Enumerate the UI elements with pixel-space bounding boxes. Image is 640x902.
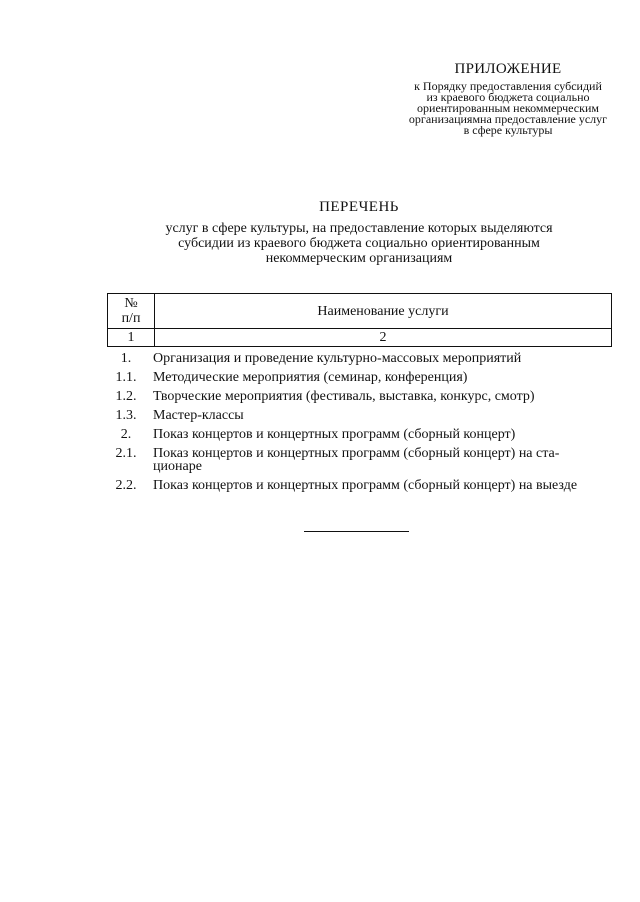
list-title: ПЕРЕЧЕНЬ [319,199,399,215]
service-number: 2.1. [115,446,137,461]
annex-line: из краевого бюджета социально [426,90,590,104]
table-header-row [108,294,612,329]
list-item [106,428,626,441]
list-item [106,352,626,365]
service-name [146,447,626,473]
header-number-symbol: № [124,296,138,311]
service-name: Показ концертов и концертных программ (сборный концерт) [153,427,516,442]
column-number-1: 1 [108,329,155,347]
service-name-line: Показ концертов и концертных программ (сборный концерт) на ста- [153,446,560,461]
service-number: 1.3. [115,408,137,423]
service-name: Мастер-классы [153,408,244,423]
annex-line: к Порядку предоставления субсидий [414,79,602,93]
annex-line: организациямна предоставление услуг [408,112,608,126]
service-number: 1.1. [115,370,137,385]
list-subtitle-line: услуг в сфере культуры, на предоставление которых выделяются [165,221,553,236]
annex-line: в сфере культуры [463,123,553,137]
annex-title: ПРИЛОЖЕНИЕ [454,61,562,77]
header-number-cell [108,294,155,329]
service-name: Творческие мероприятия (фестиваль, выставка, конкурс, смотр) [153,389,535,404]
list-item [106,390,626,403]
list-item [106,371,626,384]
annex-block [380,62,636,136]
end-divider [304,531,409,532]
list-subtitle-line: субсидии из краевого бюджета социально ориентированным [178,236,540,251]
service-number: 2.2. [115,478,137,493]
services-table-header [107,293,612,347]
column-number-2: 2 [155,329,612,347]
service-name-continuation: ционаре [153,459,202,474]
table-column-numbers-row [108,329,612,347]
services-list [106,352,626,498]
service-number: 1.2. [115,389,137,404]
service-name: Методические мероприятия (семинар, конференция) [153,370,468,385]
header-number-abbr: п/п [121,311,141,326]
service-number: 1. [120,351,132,366]
service-number: 2. [120,427,132,442]
list-subtitle-line: некоммерческим организациям [265,251,453,266]
list-heading [100,200,618,266]
list-item [106,447,626,473]
annex-line: ориентированным некоммерческим [417,101,599,115]
service-name: Показ концертов и концертных программ (сборный концерт) на выезде [153,478,578,493]
header-name-cell: Наименование услуги [155,294,612,329]
service-name: Организация и проведение культурно-массовых мероприятий [153,351,522,366]
list-item [106,409,626,422]
list-item [106,479,626,492]
